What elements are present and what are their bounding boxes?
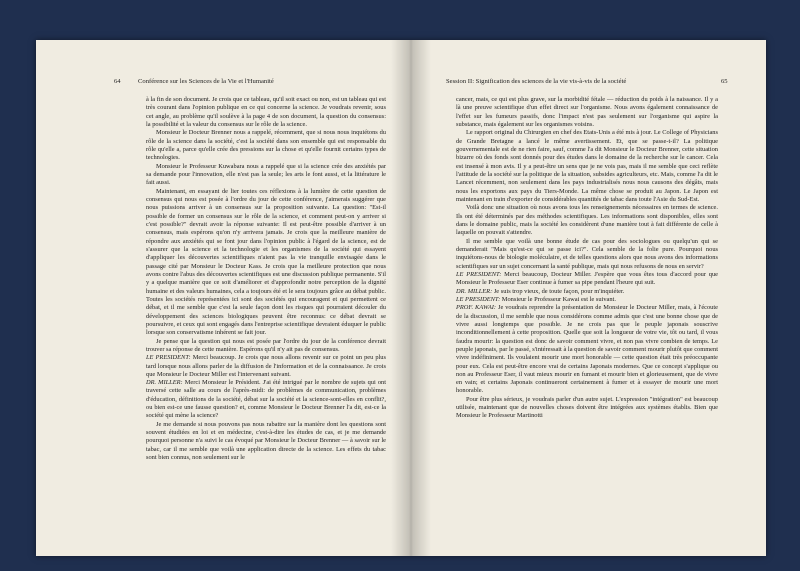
paragraph-text: Merci Monsieur le Président. J'ai été intrigué par le nombre de sujets qui ont traversé cette salle au cours de l'après-midi: de problèmes de communication, problèmes d'éducation, définitions de la société, débat sur la société et la science-sont-elles en conflit?, ou bien est-ce une fausse question? et, comme Monsieur le Docteur Brenner l'a dit, est-ce la société qui mène la science?: [146, 379, 386, 420]
paragraph: [146, 421, 386, 463]
paragraph: [456, 271, 718, 288]
paragraph: [146, 163, 386, 188]
paragraph: [456, 204, 718, 237]
paragraph-text: Merci beaucoup. Je crois que nous allons revenir sur ce point un peu plus tard lorsque nous allons parler de la diffusion de l'information et de la connaissance. Je crois que Monsieur le Docteur Miller est l'intervenant suivant.: [146, 354, 386, 378]
paragraph-text: à la fin de son document. Je crois que ce tableau, qu'il soit exact ou non, est un tableau qui est très courant dans l'opinion publique en ce qui concerne la science. Je voudrais revenir, sous cet angle, au problème qu'il soulève à la page 4 de son document, la question du consensus: la possibilité et la valeur du consensus sur le rôle de la science.: [146, 96, 386, 128]
left-page-body: [146, 96, 386, 462]
speaker-label: LE PRESIDENT:: [146, 354, 191, 362]
paragraph-text: Monsieur le Professeur Kuwabara nous a rappelé que si la science crée des anxiétés par sa demande pour l'innovation, elle n'est pas la seule; les arts le font aussi, et la littérature le fait aussi.: [146, 162, 386, 187]
paragraph: [456, 288, 718, 296]
right-page-body: [456, 96, 718, 421]
paragraph-text: Voilà donc une situation où nous avons tous les renseignements nécessaires en termes de science. Ils ont été déterminés par des méthodes scientifiques. Les informations sont disponibles, elles sont dans le domaine public, mais la société les considèrent d'une manière tout à fait différente de celle à laquelle on pouvait s'attendre.: [456, 204, 718, 237]
paragraph-text: cancer, mais, ce qui est plus grave, sur la morbidité fétale — réduction du poids à la naissance. Il y a là une preuve scientifique d'un effet direct sur l'organisme. Nous avons également connaissance de l'effet sur les fumeurs passifs, donc l'impact n'est pas seulement sur l'organisme qui aspire la substance, mais également sur les organismes voisins.: [456, 96, 718, 128]
paragraph-text: Monsieur le Docteur Brenner nous a rappelé, récemment, que si nous nous inquiétons du rôle de la science dans la société, c'est la société dans son ensemble qui est responsable du rôle qu'elle a, parce qu'elle crée des pressions sur la chose et qu'elle fournit certains types de technologies.: [146, 129, 386, 162]
speaker-label: PROF. KAWAI:: [456, 304, 497, 312]
paragraph-text: Maintenant, en essayant de lier toutes ces réflexions à la lumière de cette question de consensus qui nous est posée à l'ordre du jour de cette conférence, j'aimerais suggérer que nous puissions arriver à un consensus sur la proposition suivante. La question: "Est-il possible de former un consensus sur le rôle de la science, et comment peut-on y arriver si c'est possible?" devrait avoir la réponse suivante: Il est peut-être possible d'arriver à un consensus, mais espérons qu'on n'y arrivera jamais. Je crois que la meilleure manière de répondre aux anxiétés qui se font jour dans l'opinion public à l'égard de la science, est de s'assurer que la science et la technologie et les organismes de la société qui essayent d'appliquer les découvertes scientifiques n'aient pas la vie tranquille envisagée dans le passage cité par Monsieur le Docteur Kass. Je crois que la meilleure protection que nous avons contre l'abus des découvertes scientifiques est une discussion publique permanente. S'il y a quelque manière que ce soit d'améliorer et d'approfondir notre perception de la dignité humaine et des valeurs humaines, cela a toujours été et le sera toujours grâce au débat public. Toutes les sociétés représentées ici sont des sociétés qui encouragent et qui permettent ce débat, et il me semble que c'est la seule façon dont les risques qui pourraient découler du développement des sciences biologiques peuvent être reconnus: ce débat devrait se poursuivre, et ceux qui sont engagés dans l'entreprise scientifique devraient éduquer le public lorsque son conservatisme inhérent se fait jour.: [146, 187, 386, 337]
running-title: Session II: Signification des sciences de la vie vis-à-vis de la société: [446, 78, 627, 85]
book-gutter: [391, 40, 431, 556]
paragraph: [146, 379, 386, 421]
paragraph-text: Je me demande si nous pouvons pas nous rabattre sur la manière dont les questions sont souvent étudiées en loi et en médecine, c'est-à-dire les études de cas, et je me demande pourquoi personne n'a suivi le cas évoqué par Monsieur le Docteur Brenner — à savoir sur le tabac, car il me semble que voilà une application directe de la science. Les effets du tabac sont bien connus, non seulement sur le: [146, 420, 386, 462]
paragraph: [146, 96, 386, 129]
paragraph-text: Je voudrais reprendre la présentation de Monsieur le Docteur Miller, mais, à l'écoute de la discussion, il me semble que nous considérons comme admis que c'est une bonne chose que de vivre aussi longtemps que possible. Je ne crois pas que le peuple japonais souscrive inconditionnellement à cette proposition. Quelle que soit la longueur de votre vie, tôt ou tard, il vous faudra mourir: la question est donc de savoir comment vivre, et non pas vivre combien de temps. Le peuple japonais, par le passé, s'intéressait à la question de savoir comment mourir plutôt que comment vivre indéfiniment. Ils voulaient mourir une mort honorable — cette question était très préoccupante pour eux. Cela est peut-être encore vrai de certains Japonais modernes. Que ce concept s'applique ou non au Professeur Eser, il vaut mieux mourir en fumant et mourir bien et glorieusement, que de vivre en vain; et certains Japonais continueront certainement à fumer et à essayer de mourir une mort honorable.: [456, 304, 718, 395]
open-book-spread: [36, 40, 766, 556]
paragraph-text: Merci beaucoup, Docteur Miller. J'espère que vous êtes tous d'accord pour que Monsieur le Professeur Eser continue à fumer sa pipe pendant l'heure qui suit.: [456, 270, 719, 287]
page-number: 65: [721, 78, 728, 85]
paragraph: [456, 129, 718, 204]
paragraph-text: Je pense que la question qui nous est posée par l'ordre du jour de la conférence devrait trouver sa réponse de cette manière. Espérons qu'il n'y ait pas de consensus.: [146, 337, 386, 353]
speaker-label: LE PRESIDENT:: [456, 295, 501, 303]
paragraph-text: Pour être plus sérieux, je voudrais parler d'un autre sujet. L'expression "intégration" est beaucoup utilisée, maintenant que de nouvelles choses doivent être intégrées aux systèmes établis. Bien que Monsieur le Professeur Martinotti: [456, 395, 718, 420]
paragraph-text: Monsieur le Professeur Kawai est le suivant.: [500, 295, 616, 303]
paragraph: [456, 238, 718, 271]
speaker-label: LE PRESIDENT:: [456, 270, 502, 278]
paragraph: [146, 338, 386, 355]
paragraph: [456, 296, 718, 304]
speaker-label: DR. MILLER:: [456, 287, 493, 295]
paragraph: [456, 304, 718, 396]
paragraph: [146, 129, 386, 162]
paragraph: [146, 354, 386, 379]
left-page: [36, 40, 406, 556]
paragraph: [456, 96, 718, 129]
paragraph-text: Il me semble que voilà une bonne étude de cas pour des sociologues ou quelqu'un qui se demanderait "Mais qu'est-ce qui se passe ici?". Cela semble de la folie pure. Pourquoi nous inquiétons-nous de biologie moléculaire, et de telles questions alors que nous avons des informations scientifiques sur un sujet concernant la santé publique, mais qui nous refusons de nous en servir?: [456, 237, 718, 270]
speaker-label: DR. MILLER:: [146, 379, 183, 387]
page-number: 64: [114, 78, 121, 85]
right-page: [416, 40, 766, 556]
paragraph: [456, 396, 718, 421]
paragraph: [146, 188, 386, 338]
running-title: Conférence sur les Sciences de la Vie et l'Humanité: [138, 78, 274, 85]
paragraph-text: Le rapport original du Chirurgien en chef des Etats-Unis a été mis à jour. Le College of Physicians de Grande Bretagne a lancé le même avertissement. Et, que se passe-t-il? La politique gouvernementale est de ne rien faire, sauf, comme l'a dit Monsieur le Docteur Brenner, cette situation bizarre où des fonds sont donnés pour des études dans le domaine de la recherche sur le cancer. Cela est insensé à mon avis. Il y a peut-être un sens que je ne vois pas, mais il me semble que ceci reflète l'attitude de la société sur la politique de la situation, subsides agriculteurs, etc. Mais, comme l'a dit le Lancet récemment, non seulement dans les pays industrialisés nous nous causons des dégâts, mais nous les exportons aux pays du Tiers-Monde. La même chose se produit au Japon. Le Japon est maintenant en train d'exporter de considérables quantités de tabac dans toute l'Asie du Sud-Est.: [456, 129, 718, 203]
paragraph-text: Je suis trop vieux, de toute façon, pour m'inquiéter.: [492, 287, 625, 295]
